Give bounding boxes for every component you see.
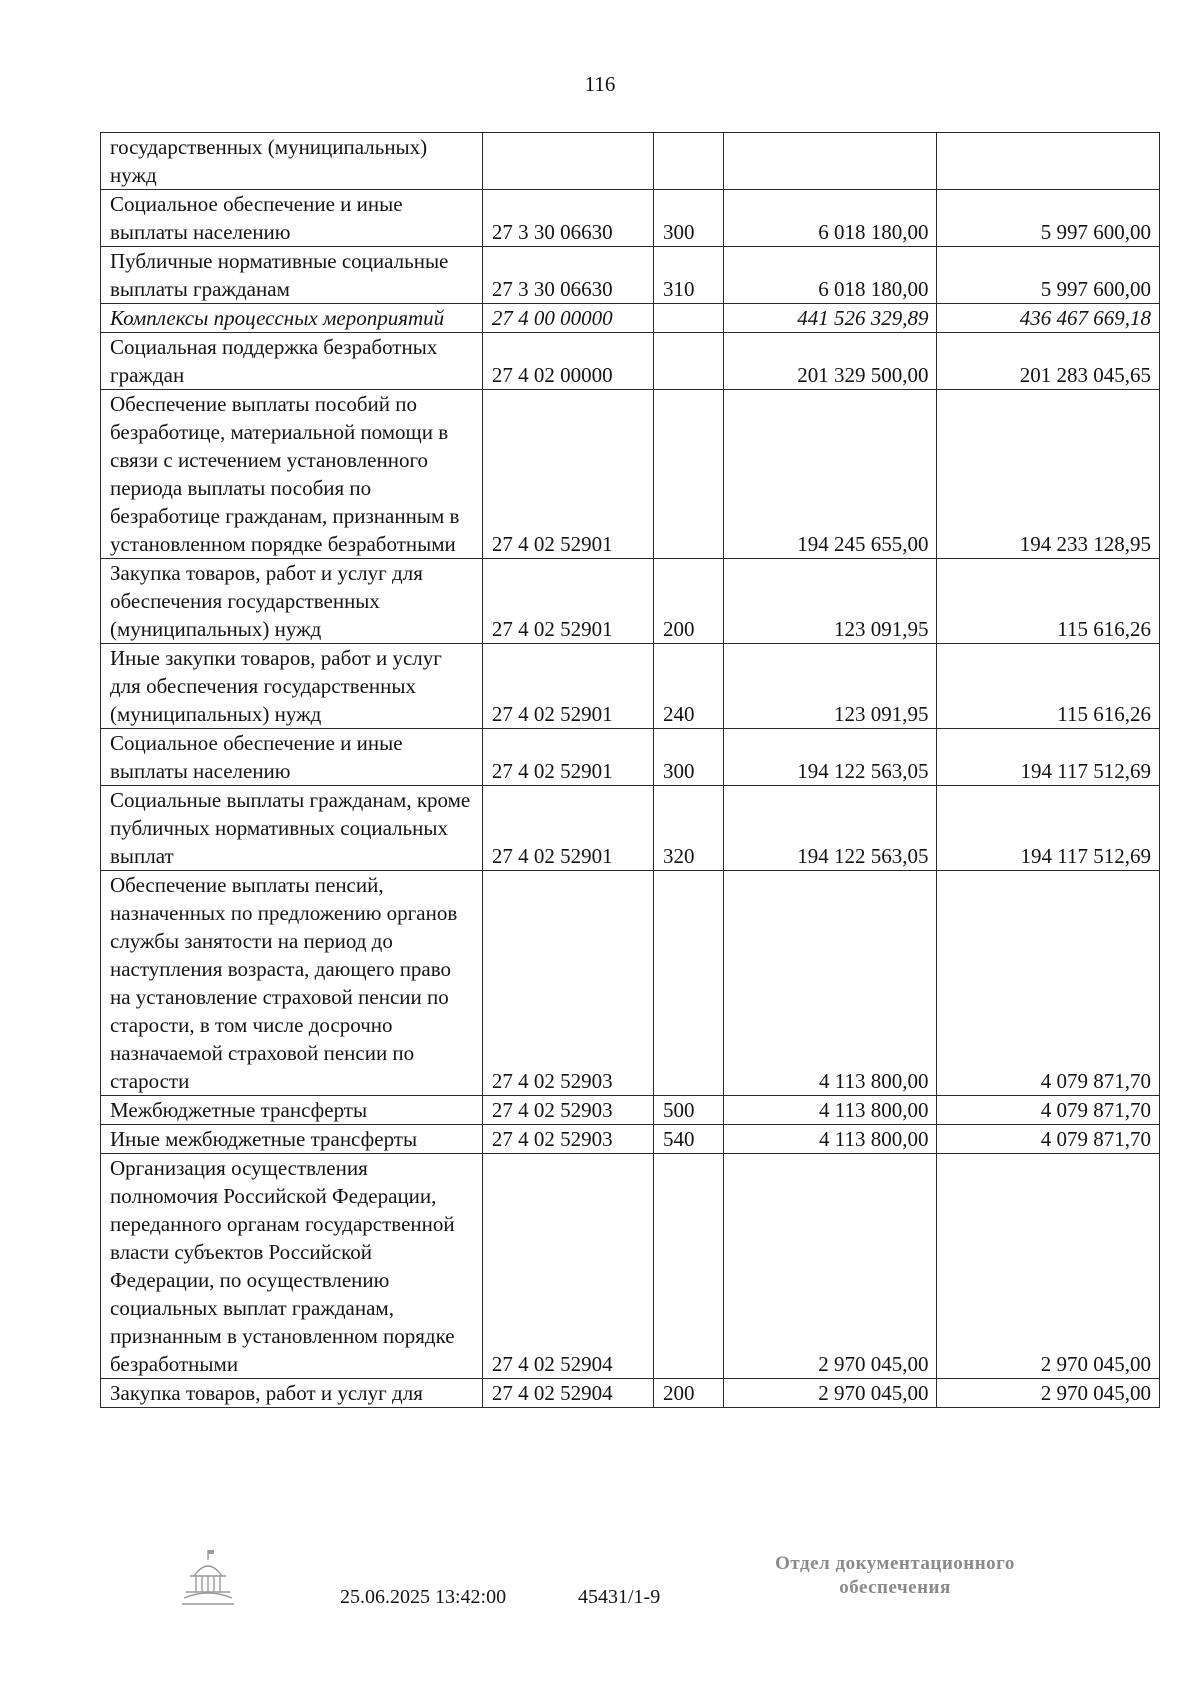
row-amount-executed: 194 233 128,95 bbox=[937, 390, 1160, 559]
row-amount-planned: 4 113 800,00 bbox=[723, 1125, 937, 1154]
row-type bbox=[654, 390, 724, 559]
row-amount-executed: 115 616,26 bbox=[937, 559, 1160, 644]
row-code: 27 4 02 52903 bbox=[482, 1096, 653, 1125]
row-amount-planned: 6 018 180,00 bbox=[723, 190, 937, 247]
row-amount-planned: 194 245 655,00 bbox=[723, 390, 937, 559]
row-type: 540 bbox=[654, 1125, 724, 1154]
row-amount-executed: 201 283 045,65 bbox=[937, 333, 1160, 390]
row-code bbox=[482, 133, 653, 190]
parliament-building-icon bbox=[178, 1548, 238, 1608]
row-code: 27 4 00 00000 bbox=[482, 304, 653, 333]
row-amount-planned: 6 018 180,00 bbox=[723, 247, 937, 304]
row-code: 27 4 02 52903 bbox=[482, 871, 653, 1096]
row-type: 200 bbox=[654, 1379, 724, 1408]
row-name: Закупка товаров, работ и услуг для обеспечения государственных (муниципальных) нужд bbox=[101, 559, 483, 644]
table-row bbox=[101, 786, 1160, 871]
row-type: 310 bbox=[654, 247, 724, 304]
stamp-line-2: обеспечения bbox=[839, 1577, 951, 1598]
row-type bbox=[654, 304, 724, 333]
row-name: Социальная поддержка безработных граждан bbox=[101, 333, 483, 390]
row-type: 300 bbox=[654, 190, 724, 247]
table-row bbox=[101, 190, 1160, 247]
row-amount-executed bbox=[937, 133, 1160, 190]
row-amount-planned: 123 091,95 bbox=[723, 644, 937, 729]
row-name: Социальные выплаты гражданам, кроме публичных нормативных социальных выплат bbox=[101, 786, 483, 871]
row-name: Иные межбюджетные трансферты bbox=[101, 1125, 483, 1154]
row-name: Межбюджетные трансферты bbox=[101, 1096, 483, 1125]
row-code: 27 4 02 52904 bbox=[482, 1379, 653, 1408]
row-code: 27 4 02 52903 bbox=[482, 1125, 653, 1154]
row-code: 27 4 02 52901 bbox=[482, 559, 653, 644]
row-amount-executed: 436 467 669,18 bbox=[937, 304, 1160, 333]
row-name: Закупка товаров, работ и услуг для bbox=[101, 1379, 483, 1408]
row-name: Социальное обеспечение и иные выплаты населению bbox=[101, 190, 483, 247]
row-code: 27 3 30 06630 bbox=[482, 190, 653, 247]
table-row bbox=[101, 390, 1160, 559]
department-stamp bbox=[745, 1552, 1045, 1600]
row-amount-planned: 441 526 329,89 bbox=[723, 304, 937, 333]
row-type bbox=[654, 871, 724, 1096]
row-amount-executed: 4 079 871,70 bbox=[937, 1096, 1160, 1125]
row-type bbox=[654, 333, 724, 390]
row-amount-planned: 4 113 800,00 bbox=[723, 1096, 937, 1125]
row-amount-executed: 4 079 871,70 bbox=[937, 871, 1160, 1096]
row-amount-planned: 194 122 563,05 bbox=[723, 729, 937, 786]
stamp-line-1: Отдел документационного bbox=[775, 1553, 1015, 1574]
row-name: Организация осуществления полномочия Российской Федерации, переданного органам государственной власти субъектов Российской Федерации, по осуществлению социальных выплат гражданам, признанным в установленном порядке безработными bbox=[101, 1154, 483, 1379]
table-row bbox=[101, 1125, 1160, 1154]
row-amount-planned: 2 970 045,00 bbox=[723, 1379, 937, 1408]
table-row bbox=[101, 1154, 1160, 1379]
document-number: 45431/1-9 bbox=[578, 1586, 661, 1608]
row-name: Комплексы процессных мероприятий bbox=[101, 304, 483, 333]
table-row bbox=[101, 247, 1160, 304]
table-row bbox=[101, 871, 1160, 1096]
row-type bbox=[654, 1154, 724, 1379]
row-amount-executed: 2 970 045,00 bbox=[937, 1379, 1160, 1408]
row-amount-executed: 5 997 600,00 bbox=[937, 190, 1160, 247]
row-amount-planned: 123 091,95 bbox=[723, 559, 937, 644]
row-type bbox=[654, 133, 724, 190]
row-amount-planned: 4 113 800,00 bbox=[723, 871, 937, 1096]
row-name: государственных (муниципальных) нужд bbox=[101, 133, 483, 190]
table-row bbox=[101, 133, 1160, 190]
row-name: Иные закупки товаров, работ и услуг для обеспечения государственных (муниципальных) нужд bbox=[101, 644, 483, 729]
table-row bbox=[101, 1096, 1160, 1125]
row-type: 500 bbox=[654, 1096, 724, 1125]
row-amount-executed: 5 997 600,00 bbox=[937, 247, 1160, 304]
table-row bbox=[101, 559, 1160, 644]
row-amount-executed: 194 117 512,69 bbox=[937, 729, 1160, 786]
row-type: 300 bbox=[654, 729, 724, 786]
row-code: 27 4 02 52901 bbox=[482, 786, 653, 871]
row-amount-executed: 115 616,26 bbox=[937, 644, 1160, 729]
table-row bbox=[101, 304, 1160, 333]
budget-table bbox=[100, 132, 1160, 1408]
row-code: 27 3 30 06630 bbox=[482, 247, 653, 304]
row-amount-planned: 194 122 563,05 bbox=[723, 786, 937, 871]
print-timestamp: 25.06.2025 13:42:00 bbox=[340, 1586, 507, 1608]
table-row bbox=[101, 1379, 1160, 1408]
row-name: Публичные нормативные социальные выплаты гражданам bbox=[101, 247, 483, 304]
row-amount-planned: 201 329 500,00 bbox=[723, 333, 937, 390]
row-code: 27 4 02 00000 bbox=[482, 333, 653, 390]
row-amount-planned bbox=[723, 133, 937, 190]
table-row bbox=[101, 333, 1160, 390]
row-code: 27 4 02 52904 bbox=[482, 1154, 653, 1379]
table-row bbox=[101, 644, 1160, 729]
row-code: 27 4 02 52901 bbox=[482, 644, 653, 729]
row-type: 320 bbox=[654, 786, 724, 871]
table-row bbox=[101, 729, 1160, 786]
row-type: 200 bbox=[654, 559, 724, 644]
row-name: Обеспечение выплаты пособий по безработице, материальной помощи в связи с истечением установленного периода выплаты пособия по безработице гражданам, признанным в установленном порядке безработными bbox=[101, 390, 483, 559]
row-name: Обеспечение выплаты пенсий, назначенных по предложению органов службы занятости на период до наступления возраста, дающего право на установление страховой пенсии по старости, в том числе досрочно назначаемой страховой пенсии по старости bbox=[101, 871, 483, 1096]
row-amount-planned: 2 970 045,00 bbox=[723, 1154, 937, 1379]
row-amount-executed: 194 117 512,69 bbox=[937, 786, 1160, 871]
row-code: 27 4 02 52901 bbox=[482, 729, 653, 786]
row-code: 27 4 02 52901 bbox=[482, 390, 653, 559]
row-name: Социальное обеспечение и иные выплаты населению bbox=[101, 729, 483, 786]
row-type: 240 bbox=[654, 644, 724, 729]
row-amount-executed: 2 970 045,00 bbox=[937, 1154, 1160, 1379]
row-amount-executed: 4 079 871,70 bbox=[937, 1125, 1160, 1154]
page-number: 116 bbox=[584, 72, 616, 96]
